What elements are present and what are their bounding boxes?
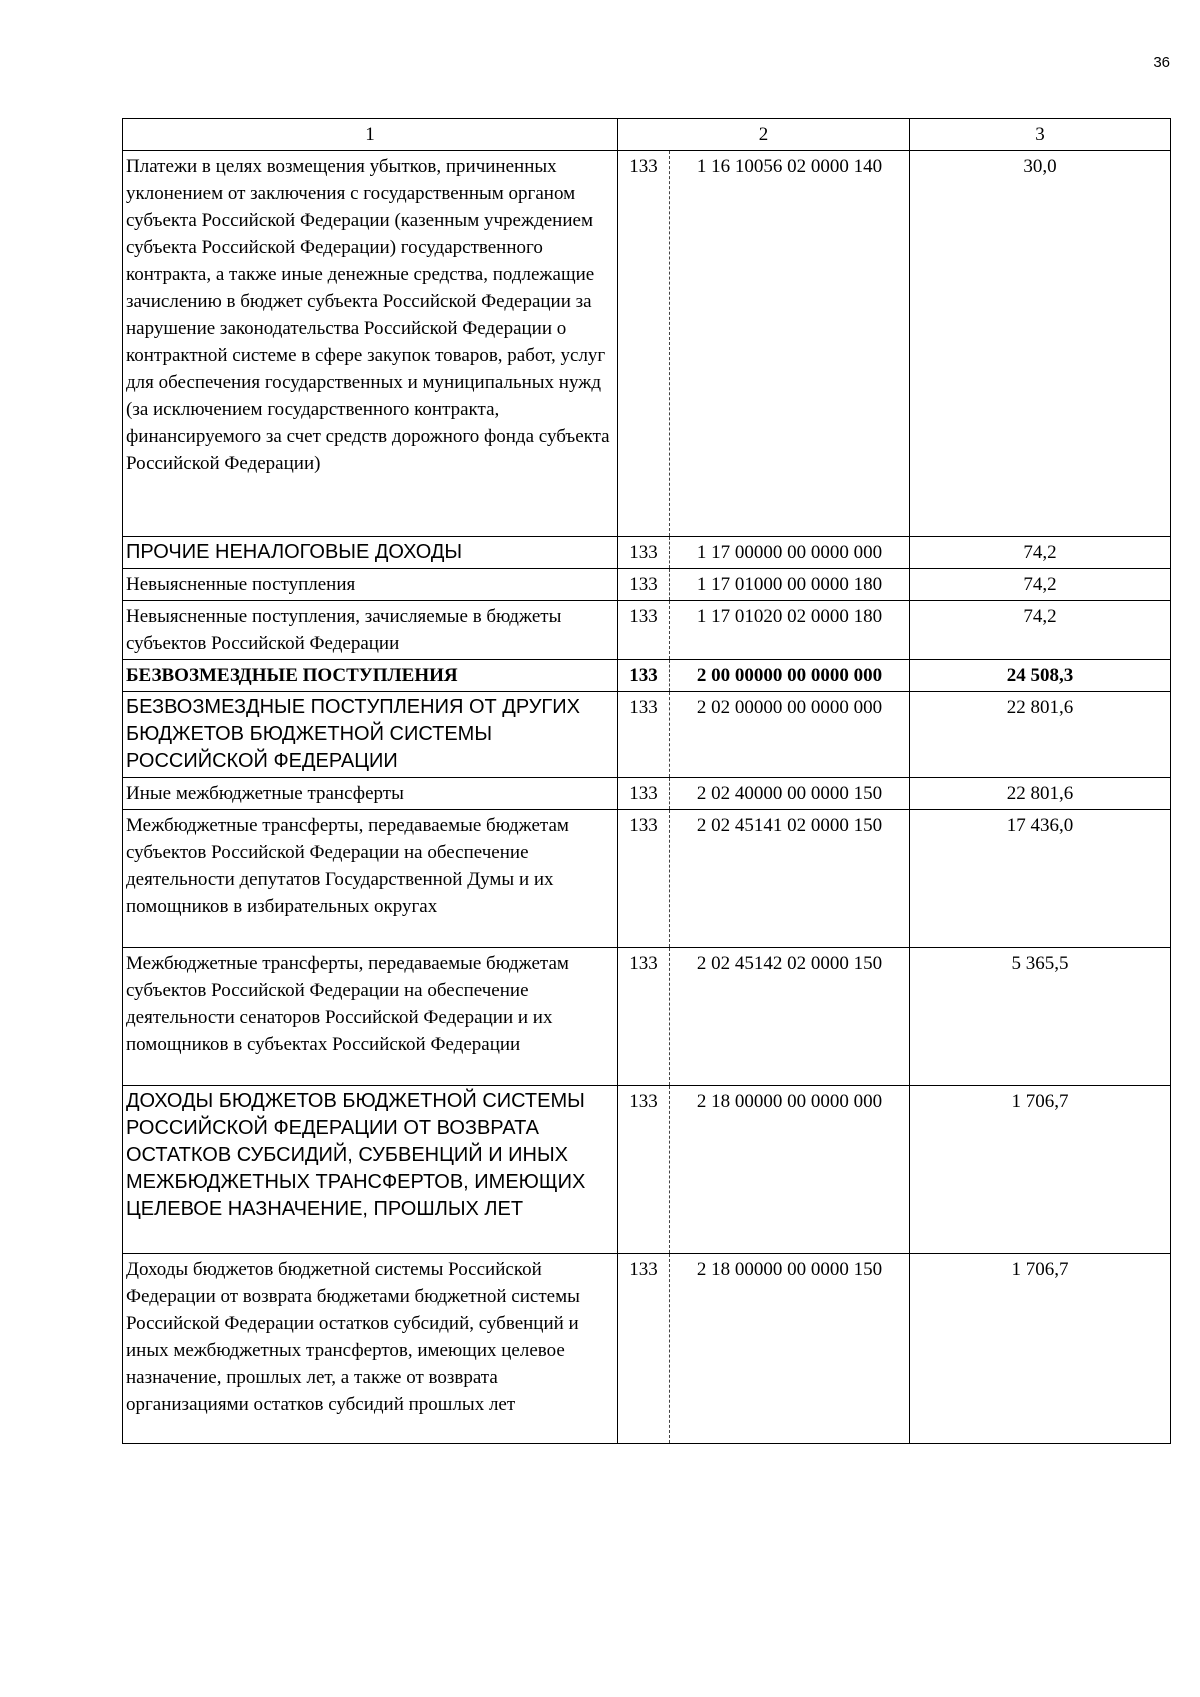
row-admin-code: 133 bbox=[618, 601, 670, 660]
row-name: БЕЗВОЗМЕЗДНЫЕ ПОСТУПЛЕНИЯ ОТ ДРУГИХ БЮДЖЕТОВ БЮДЖЕТНОЙ СИСТЕМЫ РОССИЙСКОЙ ФЕДЕРАЦИИ bbox=[123, 692, 618, 778]
row-budget-code: 1 17 01020 02 0000 180 bbox=[670, 601, 910, 660]
row-budget-code: 1 17 01000 00 0000 180 bbox=[670, 569, 910, 601]
row-budget-code: 1 17 00000 00 0000 000 bbox=[670, 537, 910, 569]
table-row bbox=[123, 1254, 1171, 1444]
row-admin-code: 133 bbox=[618, 660, 670, 692]
row-budget-code: 2 00 00000 00 0000 000 bbox=[670, 660, 910, 692]
row-admin-code: 133 bbox=[618, 151, 670, 537]
row-name: Невыясненные поступления, зачисляемые в бюджеты субъектов Российской Федерации bbox=[123, 601, 618, 660]
page-number: 36 bbox=[1153, 54, 1170, 71]
row-name: Межбюджетные трансферты, передаваемые бюджетам субъектов Российской Федерации на обеспечение деятельности депутатов Государственной Думы и их помощников в избирательных округах bbox=[123, 810, 618, 948]
row-amount: 17 436,0 bbox=[910, 810, 1171, 948]
header-col-2: 2 bbox=[618, 119, 910, 151]
row-name: Платежи в целях возмещения убытков, причиненных уклонением от заключения с государственным органом субъекта Российской Федерации (казенным учреждением субъекта Российской Федерации) государственного контракта, а также иные денежные средства, подлежащие зачислению в бюджет субъекта Российской Федерации за нарушение законодательства Российской Федерации о контрактной системе в сфере закупок товаров, работ, услуг для обеспечения государственных и муниципальных нужд (за исключением государственного контракта, финансируемого за счет средств дорожного фонда субъекта Российской Федерации) bbox=[123, 151, 618, 537]
row-budget-code: 2 18 00000 00 0000 000 bbox=[670, 1086, 910, 1254]
row-admin-code: 133 bbox=[618, 778, 670, 810]
row-admin-code: 133 bbox=[618, 537, 670, 569]
table-row bbox=[123, 778, 1171, 810]
row-admin-code: 133 bbox=[618, 692, 670, 778]
table-row bbox=[123, 537, 1171, 569]
table-row bbox=[123, 601, 1171, 660]
row-name: Невыясненные поступления bbox=[123, 569, 618, 601]
row-admin-code: 133 bbox=[618, 948, 670, 1086]
row-amount: 74,2 bbox=[910, 601, 1171, 660]
revenue-table bbox=[122, 118, 1171, 1444]
row-name: ДОХОДЫ БЮДЖЕТОВ БЮДЖЕТНОЙ СИСТЕМЫ РОССИЙСКОЙ ФЕДЕРАЦИИ ОТ ВОЗВРАТА ОСТАТКОВ СУБСИДИЙ, СУБВЕНЦИЙ И ИНЫХ МЕЖБЮДЖЕТНЫХ ТРАНСФЕРТОВ, ИМЕЮЩИХ ЦЕЛЕВОЕ НАЗНАЧЕНИЕ, ПРОШЛЫХ ЛЕТ bbox=[123, 1086, 618, 1254]
table-row bbox=[123, 151, 1171, 537]
row-name: БЕЗВОЗМЕЗДНЫЕ ПОСТУПЛЕНИЯ bbox=[123, 660, 618, 692]
row-amount: 22 801,6 bbox=[910, 692, 1171, 778]
row-admin-code: 133 bbox=[618, 1086, 670, 1254]
row-amount: 22 801,6 bbox=[910, 778, 1171, 810]
table-row bbox=[123, 1086, 1171, 1254]
row-amount: 5 365,5 bbox=[910, 948, 1171, 1086]
row-name: Межбюджетные трансферты, передаваемые бюджетам субъектов Российской Федерации на обеспечение деятельности сенаторов Российской Федерации и их помощников в субъектах Российской Федерации bbox=[123, 948, 618, 1086]
table-row bbox=[123, 569, 1171, 601]
row-budget-code: 2 02 45142 02 0000 150 bbox=[670, 948, 910, 1086]
row-amount: 74,2 bbox=[910, 569, 1171, 601]
table-row bbox=[123, 948, 1171, 1086]
row-budget-code: 1 16 10056 02 0000 140 bbox=[670, 151, 910, 537]
row-admin-code: 133 bbox=[618, 569, 670, 601]
row-admin-code: 133 bbox=[618, 810, 670, 948]
row-amount: 24 508,3 bbox=[910, 660, 1171, 692]
row-amount: 74,2 bbox=[910, 537, 1171, 569]
header-col-3: 3 bbox=[910, 119, 1171, 151]
table-row bbox=[123, 692, 1171, 778]
row-amount: 1 706,7 bbox=[910, 1254, 1171, 1444]
row-budget-code: 2 18 00000 00 0000 150 bbox=[670, 1254, 910, 1444]
row-name: Доходы бюджетов бюджетной системы Российской Федерации от возврата бюджетами бюджетной системы Российской Федерации остатков субсидий, субвенций и иных межбюджетных трансфертов, имеющих целевое назначение, прошлых лет, а также от возврата организациями остатков субсидий прошлых лет bbox=[123, 1254, 618, 1444]
table-row bbox=[123, 660, 1171, 692]
row-budget-code: 2 02 40000 00 0000 150 bbox=[670, 778, 910, 810]
header-col-1: 1 bbox=[123, 119, 618, 151]
row-name: Иные межбюджетные трансферты bbox=[123, 778, 618, 810]
row-budget-code: 2 02 45141 02 0000 150 bbox=[670, 810, 910, 948]
row-amount: 1 706,7 bbox=[910, 1086, 1171, 1254]
row-budget-code: 2 02 00000 00 0000 000 bbox=[670, 692, 910, 778]
table-row bbox=[123, 810, 1171, 948]
table-header-row bbox=[123, 119, 1171, 151]
row-admin-code: 133 bbox=[618, 1254, 670, 1444]
row-amount: 30,0 bbox=[910, 151, 1171, 537]
row-name: ПРОЧИЕ НЕНАЛОГОВЫЕ ДОХОДЫ bbox=[123, 537, 618, 569]
